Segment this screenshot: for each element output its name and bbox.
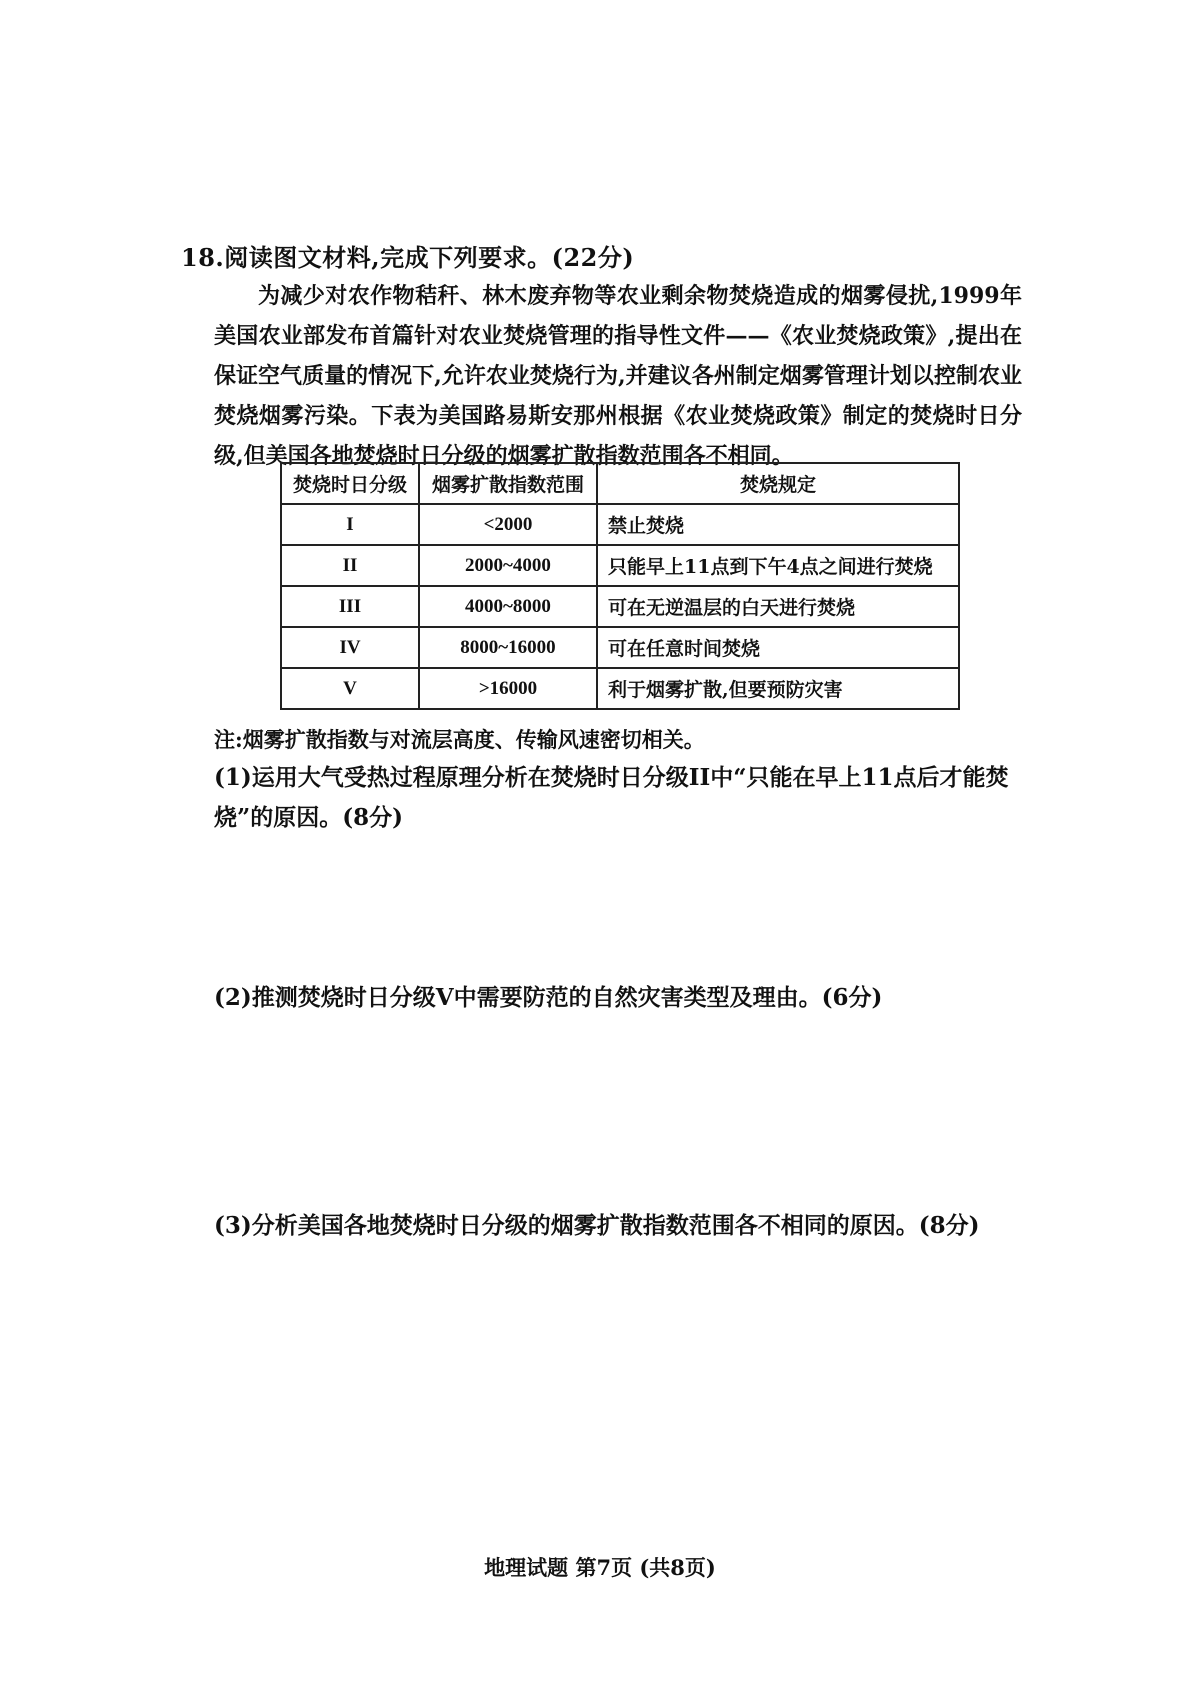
range-cell: 2000~4000	[419, 545, 597, 586]
grade-cell: V	[281, 668, 419, 709]
grade-cell: III	[281, 586, 419, 627]
header-range: 烟雾扩散指数范围	[419, 463, 597, 504]
table-note: 注:烟雾扩散指数与对流层高度、传输风速密切相关。	[214, 727, 705, 752]
table-row	[281, 504, 959, 545]
subquestion-1: (1)运用大气受热过程原理分析在焚烧时日分级II中“只能在早上11点后才能焚烧”的原因。(8分)	[214, 764, 1009, 831]
table-header-row	[281, 463, 959, 504]
grade-cell: I	[281, 504, 419, 545]
rule-cell: 利于烟雾扩散,但要预防灾害	[597, 668, 959, 709]
range-cell: 8000~16000	[419, 627, 597, 668]
header-grade: 焚烧时日分级	[281, 463, 419, 504]
rule-cell: 可在无逆温层的白天进行焚烧	[597, 586, 959, 627]
range-cell: >16000	[419, 668, 597, 709]
grade-cell: II	[281, 545, 419, 586]
rule-cell: 禁止焚烧	[597, 504, 959, 545]
subquestion-2: (2)推测焚烧时日分级V中需要防范的自然灾害类型及理由。(6分)	[214, 984, 883, 1011]
question-title: 18.阅读图文材料,完成下列要求。(22分)	[181, 243, 635, 272]
table-row	[281, 627, 959, 668]
grade-cell: IV	[281, 627, 419, 668]
question-passage: 为减少对农作物秸秆、林木废弃物等农业剩余物焚烧造成的烟雾侵扰,1999年美国农业部发布首篇针对农业焚烧管理的指导性文件——《农业焚烧政策》,提出在保证空气质量的情况下,允许农业焚烧行为,并建议各州制定烟雾管理计划以控制农业焚烧烟雾污染。下表为美国路易斯安那州根据《农业焚烧政策》制定的焚烧时日分级,但美国各地焚烧时日分级的烟雾扩散指数范围各不相同。	[214, 283, 1022, 469]
table-row	[281, 668, 959, 709]
table-row	[281, 545, 959, 586]
page-footer: 地理试题 第7页 (共8页)	[484, 1555, 716, 1580]
rule-cell: 只能早上11点到下午4点之间进行焚烧	[597, 545, 959, 586]
rule-cell: 可在任意时间焚烧	[597, 627, 959, 668]
header-rule: 焚烧规定	[597, 463, 959, 504]
subquestion-3: (3)分析美国各地焚烧时日分级的烟雾扩散指数范围各不相同的原因。(8分)	[214, 1212, 980, 1239]
range-cell: <2000	[419, 504, 597, 545]
burning-grade-table	[280, 462, 960, 710]
range-cell: 4000~8000	[419, 586, 597, 627]
table-row	[281, 586, 959, 627]
